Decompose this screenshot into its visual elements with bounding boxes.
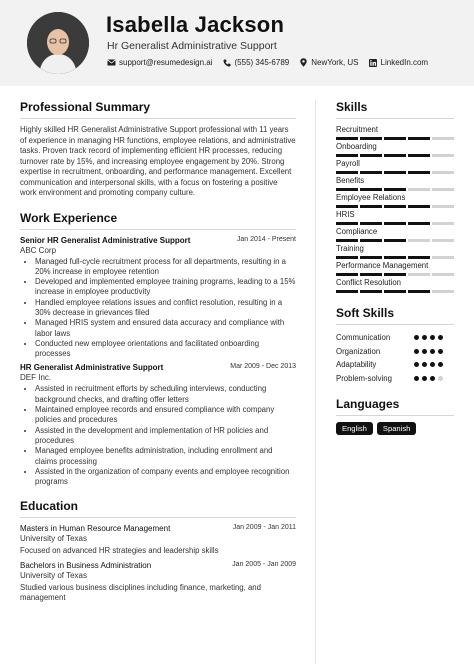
skill-name: Conflict Resolution [336,278,402,287]
skill-item [336,210,454,225]
skill-level-bar [336,239,454,242]
skill-level-segment [360,188,382,191]
contact-phone[interactable] [223,58,290,67]
languages-heading: Languages [336,397,400,411]
skill-name: HRIS [336,210,355,219]
skill-level-segment [336,222,358,225]
skill-level-segment [408,222,430,225]
skill-level-segment [360,256,382,259]
list-item: • Assisted in recruitment efforts by scheduling interviews, conducting background checks, and drafting offer letters [35,384,296,405]
skill-item [336,278,454,293]
skill-level-segment [408,290,430,293]
list-item: • Conducted new employee orientations and facilitated onboarding processes [35,339,296,360]
job-company: DEF Inc. [20,373,52,383]
main-column [20,100,296,604]
skill-level-segment [432,171,454,174]
section-divider [20,229,296,230]
soft-skill-item [336,372,454,386]
skills-heading: Skills [336,100,368,114]
education-entry [20,561,296,604]
skill-level-segment [432,222,454,225]
skill-level-bar [336,256,454,259]
skill-level-bar [336,171,454,174]
soft-skill-rating [414,335,454,340]
skill-level-segment [432,137,454,140]
skill-item [336,261,454,276]
skill-name: Onboarding [336,142,377,151]
location-pin-icon [299,58,308,67]
skill-level-segment [384,273,406,276]
job-company: ABC Corp [20,245,57,255]
skill-level-bar [336,273,454,276]
skill-level-segment [360,239,382,242]
skill-level-segment [360,290,382,293]
skill-item [336,159,454,174]
skill-level-segment [384,222,406,225]
skill-level-segment [384,171,406,174]
skill-level-segment [432,256,454,259]
candidate-title: Hr Generalist Administrative Support [107,40,277,52]
skill-level-segment [432,205,454,208]
languages-list [336,422,454,435]
skill-level-segment [336,290,358,293]
job-role: Senior HR Generalist Administrative Support [20,235,191,245]
skill-level-segment [384,205,406,208]
rating-dot [438,349,443,354]
education-entry [20,524,296,557]
school-name: University of Texas [20,534,87,544]
skill-level-segment [336,205,358,208]
skill-level-segment [360,205,382,208]
skill-item [336,244,454,259]
skill-level-segment [408,137,430,140]
soft-skill-name: Organization [336,346,381,356]
soft-skill-name: Problem-solving [336,373,392,383]
job-dates: Jan 2014 - Present [236,235,296,243]
degree-name: Bachelors in Business Administration [20,560,152,570]
skill-level-segment [384,188,406,191]
rating-dot [422,349,427,354]
phone-icon [223,58,232,67]
rating-dot [414,349,419,354]
list-item: • Managed full-cycle recruitment process for all departments, resulting in a 20% increase in employee retention [35,257,296,278]
contact-email[interactable] [107,58,213,67]
list-item: • Developed and implemented employee training programs, leading to a 15% increase in employee productivity [35,277,296,298]
skill-level-segment [384,256,406,259]
skill-level-segment [360,137,382,140]
column-divider [315,100,316,664]
section-divider [336,118,454,119]
skill-level-segment [360,222,382,225]
soft-skill-name: Communication [336,333,391,343]
skill-level-segment [432,188,454,191]
skill-level-segment [360,171,382,174]
side-column [336,100,454,435]
education-heading: Education [20,499,79,514]
skill-level-segment [384,137,406,140]
candidate-name: Isabella Jackson [106,12,285,37]
skill-level-segment [432,154,454,157]
education-desc: Focused on advanced HR strategies and leadership skills [20,546,219,556]
avatar-photo-icon [27,12,89,74]
list-item: • Maintained employee records and ensured compliance with company policies and procedures [35,405,296,426]
soft-skill-item [336,345,454,359]
section-divider [336,415,454,416]
rating-dot [438,362,443,367]
avatar [27,12,89,74]
skill-level-segment [384,290,406,293]
email-text: support@resumedesign.ai [119,58,213,67]
skill-level-segment [432,273,454,276]
skill-level-bar [336,137,454,140]
language-pill: English [336,422,373,435]
language-pill: Spanish [377,422,416,435]
rating-dot [430,335,435,340]
job-dates: Mar 2009 - Dec 2013 [230,363,296,371]
skill-level-segment [384,239,406,242]
skill-name: Performance Management [336,261,429,270]
skill-level-segment [408,205,430,208]
list-item: • Assisted in the organization of company events and employee recognition programs [35,467,296,488]
contact-info [107,58,428,67]
skill-name: Employee Relations [336,193,406,202]
location-text: NewYork, US [311,58,359,67]
rating-dot [422,376,427,381]
soft-skills-list [336,331,454,385]
skill-level-segment [408,154,430,157]
contact-linkedin[interactable] [369,58,429,67]
summary-text: Highly skilled HR Generalist Administrative Support professional with 11 years of experience in managing HR functions, employee relations, and administrative tasks. Proven track record of implementing efficient HR processes, reducing turnover rate by 15%, and increasing employee engagement by 20%. Strong expertise in recruitment, onboarding, and performance management. Excellent communication and interpersonal skills, with a focus on fostering a positive work environment and promoting company culture. [20,125,296,197]
rating-dot [430,362,435,367]
skill-level-segment [408,171,430,174]
skill-level-bar [336,290,454,293]
envelope-icon [107,58,116,67]
list-item: • Handled employee relations issues and conflict resolution, resulting in a 30% decrease in grievances filed [35,298,296,319]
linkedin-icon [369,58,378,67]
job-bullets [20,384,296,487]
list-item: • Managed HRIS system and ensured data accuracy and compliance with labor laws [35,318,296,339]
skill-level-segment [336,171,358,174]
job-entry [20,236,296,360]
skill-level-segment [408,188,430,191]
skill-level-segment [408,239,430,242]
rating-dot [414,362,419,367]
job-role: HR Generalist Administrative Support [20,363,164,373]
skill-level-bar [336,222,454,225]
skill-level-segment [408,273,430,276]
skill-level-bar [336,188,454,191]
education-dates: Jan 2009 - Jan 2011 [232,524,296,532]
rating-dot [430,349,435,354]
skill-name: Compliance [336,227,378,236]
rating-dot [430,376,435,381]
skill-item [336,193,454,208]
education-dates: Jan 2005 - Jan 2009 [232,560,296,568]
skill-item [336,176,454,191]
contact-location [299,58,358,67]
skill-level-bar [336,154,454,157]
skill-level-segment [336,239,358,242]
skills-list [336,125,454,293]
rating-dot [438,335,443,340]
rating-dot [438,376,443,381]
summary-heading: Professional Summary [20,100,151,114]
skill-level-segment [408,256,430,259]
resume-header [0,0,474,86]
phone-text: (555) 345-6789 [234,58,290,67]
job-entry [20,363,296,487]
experience-heading: Work Experience [20,210,118,225]
degree-name: Masters in Human Resource Management [20,524,171,534]
skill-level-segment [360,154,382,157]
soft-skill-name: Adaptability [336,360,377,370]
skill-level-bar [336,205,454,208]
education-desc: Studied various business disciplines including finance, marketing, and management [20,582,261,603]
list-item: • Managed employee benefits administration, including enrollment and claims processing [35,446,296,467]
skill-name: Recruitment [336,125,379,134]
skill-level-segment [336,273,358,276]
skill-level-segment [336,188,358,191]
skill-name: Payroll [336,159,360,168]
skill-level-segment [336,256,358,259]
soft-skill-item [336,331,454,345]
skill-item [336,142,454,157]
soft-skill-item [336,358,454,372]
skill-name: Training [336,244,364,253]
skill-item [336,227,454,242]
rating-dot [422,335,427,340]
job-bullets [20,257,296,360]
list-item: • Assisted in the development and implementation of HR policies and procedures [35,426,296,447]
rating-dot [422,362,427,367]
section-divider [20,118,296,119]
skill-level-segment [432,290,454,293]
skill-level-segment [360,273,382,276]
skill-level-segment [384,154,406,157]
linkedin-text: LinkedIn.com [380,58,429,67]
skill-name: Benefits [336,176,365,185]
section-divider [20,517,296,518]
skill-level-segment [336,154,358,157]
skill-item [336,125,454,140]
rating-dot [414,376,419,381]
soft-skill-rating [414,376,454,381]
rating-dot [414,335,419,340]
soft-skill-rating [414,362,454,367]
section-divider [336,324,454,325]
skill-level-segment [336,137,358,140]
soft-skills-heading: Soft Skills [336,306,395,320]
skill-level-segment [432,239,454,242]
school-name: University of Texas [20,570,87,580]
soft-skill-rating [414,349,454,354]
